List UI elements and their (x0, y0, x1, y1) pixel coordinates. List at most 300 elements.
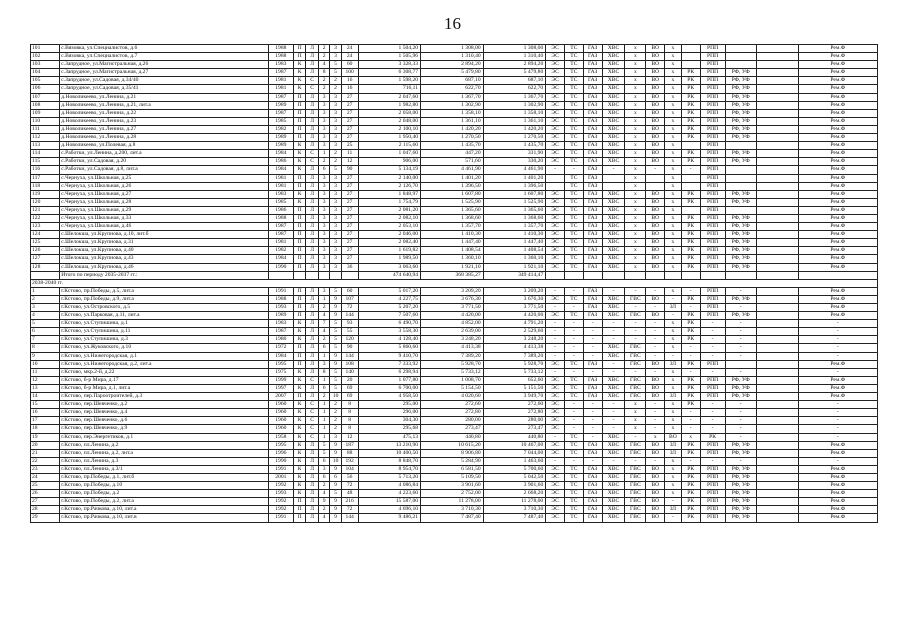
table-cell: П (293, 45, 306, 53)
table-cell: Рем.Ф (798, 295, 877, 303)
table-cell: х (665, 190, 682, 198)
table-cell (756, 271, 798, 279)
table-cell: П (293, 134, 306, 142)
table-cell: 5 (318, 441, 329, 449)
table-cell: ТС (565, 125, 584, 133)
table-cell: 144 (341, 514, 358, 522)
table-cell: РПП (700, 287, 725, 295)
table-row (31, 287, 878, 295)
table-cell: 2 752,00 (421, 490, 484, 498)
table-cell: РК (681, 498, 700, 506)
table-cell: 27 (341, 174, 358, 182)
table-cell: ЭС (546, 482, 565, 490)
table-cell: 3 (318, 206, 329, 214)
table-cell: РФ, УФ (725, 214, 756, 222)
table-cell: 1981 (268, 239, 293, 247)
table-cell: 3 901,60 (483, 482, 546, 490)
table-cell: П (293, 312, 306, 320)
table-cell: ГВС (625, 514, 646, 522)
table-row (31, 271, 878, 279)
table-cell: 12 (341, 433, 358, 441)
table-cell: К (293, 449, 306, 457)
table-cell: ЭС (546, 255, 565, 263)
table-cell: - (700, 409, 725, 417)
table-cell: 27 (341, 190, 358, 198)
row-number-cell: 28 (31, 506, 60, 514)
table-cell: 90 (341, 166, 358, 174)
table-cell: РФ, УФ (725, 498, 756, 506)
table-cell: ГАЗ (583, 69, 602, 77)
table-cell: - (546, 320, 565, 328)
table-cell (546, 182, 565, 190)
table-cell: 11 (341, 150, 358, 158)
address-cell: с.Чернуха, ул.Школьная, д.46 (60, 223, 269, 231)
table-cell: РПП (700, 514, 725, 522)
table-cell: 3 676,30 (421, 295, 484, 303)
table-cell: - (646, 344, 665, 352)
table-cell (681, 206, 700, 214)
table-cell: 2 047,60 (358, 93, 421, 101)
table-cell (756, 352, 798, 360)
table-cell: 1 (318, 433, 329, 441)
table-cell: 187 (341, 441, 358, 449)
table-cell: ГАЗ (583, 223, 602, 231)
table-cell: - (565, 304, 584, 312)
table-cell: 280,00 (483, 417, 546, 425)
table-cell: 9 410,70 (358, 352, 421, 360)
table-cell: - (546, 433, 565, 441)
table-cell: 273,47 (483, 425, 546, 433)
table-cell: - (646, 336, 665, 344)
table-row (31, 425, 878, 433)
table-cell: х (665, 206, 682, 214)
table-cell (756, 247, 798, 255)
table-cell: - (646, 368, 665, 376)
table-cell: 1985 (268, 117, 293, 125)
table-cell: 2 (318, 85, 329, 93)
address-cell: с.Вязовка, ул.Специалистов, д.7 (60, 53, 269, 61)
table-cell: 140 (341, 368, 358, 376)
table-cell (725, 61, 756, 69)
table-cell: 5 860,60 (358, 344, 421, 352)
table-cell: 3 (330, 109, 341, 117)
table-cell: - (583, 352, 602, 360)
table-cell: 1 410,30 (421, 231, 484, 239)
table-cell (756, 101, 798, 109)
table-cell: - (798, 457, 877, 465)
table-cell: Л (306, 206, 319, 214)
table-cell: РФ, УФ (725, 77, 756, 85)
table-cell: 2 (318, 45, 329, 53)
table-cell: 5 (330, 69, 341, 77)
table-cell: ТС (565, 263, 584, 271)
table-cell: Рем.Ф (798, 490, 877, 498)
table-cell: П (293, 93, 306, 101)
table-cell: ЭС (546, 263, 565, 271)
table-body (31, 45, 878, 523)
table-cell: РФ, УФ (725, 231, 756, 239)
table-cell: РПП (700, 506, 725, 514)
row-number-cell: 15 (31, 401, 60, 409)
table-cell: - (625, 328, 646, 336)
table-cell: РПП (700, 109, 725, 117)
table-cell: 5 (330, 166, 341, 174)
table-cell (318, 271, 329, 279)
table-row (31, 344, 878, 352)
table-cell: ЭС (546, 506, 565, 514)
table-cell (646, 182, 665, 190)
table-cell: ВО (646, 109, 665, 117)
table-cell: 1989 (268, 142, 293, 150)
table-cell: 3 (330, 174, 341, 182)
table-cell: К (293, 61, 306, 69)
table-cell: РК (681, 263, 700, 271)
table-cell: ГАЗ (583, 473, 602, 481)
row-number-cell: 105 (31, 77, 60, 85)
row-number-cell: 6 (31, 328, 60, 336)
table-cell: - (565, 457, 584, 465)
table-cell: ЭС (546, 295, 565, 303)
table-cell: П (293, 287, 306, 295)
table-cell: х (665, 158, 682, 166)
table-cell (756, 401, 798, 409)
table-cell: 10 (330, 393, 341, 401)
table-cell: С (306, 401, 319, 409)
table-cell: ВО (646, 142, 665, 150)
table-cell: ТС (565, 255, 584, 263)
table-cell: ЭС (546, 425, 565, 433)
table-cell: - (602, 409, 625, 417)
table-cell: 3 (330, 45, 341, 53)
table-cell: 144 (341, 352, 358, 360)
address-cell: с.Запрудное, ул.Садовая, д.34/40 (60, 77, 269, 85)
table-cell: 2001 (268, 473, 293, 481)
table-cell: К (293, 441, 306, 449)
row-number-cell: 113 (31, 142, 60, 150)
address-cell: г.Кстово, пер.Энергетиков, д.1 (60, 433, 269, 441)
table-cell: 295,00 (358, 401, 421, 409)
row-number-cell: 127 (31, 255, 60, 263)
table-cell: П (293, 174, 306, 182)
table-cell: 1982 (268, 125, 293, 133)
table-cell: 3 (318, 263, 329, 271)
table-row (31, 352, 878, 360)
table-cell: 3 676,30 (483, 295, 546, 303)
table-cell: ХВС (602, 295, 625, 303)
table-cell: 8 (341, 401, 358, 409)
table-cell: 8 (341, 417, 358, 425)
table-cell: ТС (565, 174, 584, 182)
table-cell: 1987 (268, 223, 293, 231)
table-cell: - (700, 328, 725, 336)
table-cell (725, 45, 756, 53)
table-cell: 2 (318, 393, 329, 401)
table-cell: ГВС (625, 490, 646, 498)
table-cell: ЭС (546, 409, 565, 417)
table-cell: 3 (330, 433, 341, 441)
table-cell: РК (681, 441, 700, 449)
table-cell: РФ, УФ (725, 384, 756, 392)
table-cell: РПП (700, 482, 725, 490)
table-cell: 2 (330, 401, 341, 409)
table-cell: 2 058,00 (358, 109, 421, 117)
row-number-cell: 108 (31, 101, 60, 109)
table-row (31, 384, 878, 392)
table-cell: 1 357,70 (421, 223, 484, 231)
address-cell: д.Новоликеево, ул.Ленина, д.28 (60, 134, 269, 142)
table-cell: 27 (341, 214, 358, 222)
table-cell: ТС (565, 247, 584, 255)
table-cell: С (306, 417, 319, 425)
table-cell: ГАЗ (583, 142, 602, 150)
table-cell (602, 174, 625, 182)
table-cell: Рем.Ф (798, 69, 877, 77)
table-cell: 5 284,90 (421, 457, 484, 465)
table-cell: 5 479,80 (483, 69, 546, 77)
table-cell (546, 271, 565, 279)
table-cell: РПП (700, 182, 725, 190)
address-cell: г.Кстово, ул.Ступишина, д.3 (60, 336, 269, 344)
table-cell: 1990 (268, 457, 293, 465)
table-cell: К (293, 482, 306, 490)
table-cell: 2 082,10 (358, 214, 421, 222)
table-cell: РК (681, 401, 700, 409)
table-cell: ГАЗ (583, 206, 602, 214)
table-cell: 3 (330, 214, 341, 222)
table-cell: Рем.Ф (798, 198, 877, 206)
table-cell (268, 271, 293, 279)
table-cell: 1983 (268, 61, 293, 69)
table-cell: ГАЗ (583, 77, 602, 85)
table-cell: ХВС (602, 433, 625, 441)
table-cell: - (602, 287, 625, 295)
table-cell: Рем.Ф (798, 142, 877, 150)
table-row (31, 465, 878, 473)
table-row (31, 376, 878, 384)
table-cell: 8 (318, 368, 329, 376)
table-cell: 1984 (268, 166, 293, 174)
table-cell: 4 086,84 (358, 482, 421, 490)
table-cell: 3 (318, 239, 329, 247)
table-cell: 1 396,50 (421, 182, 484, 190)
table-cell: 3 (330, 53, 341, 61)
table-cell: РК (681, 465, 700, 473)
table-cell: ГАЗ (583, 295, 602, 303)
table-cell: 27 (341, 198, 358, 206)
table-row (31, 53, 878, 61)
table-row (31, 101, 878, 109)
table-cell: - (583, 417, 602, 425)
table-cell (756, 158, 798, 166)
table-cell: РПП (700, 384, 725, 392)
table-cell: - (798, 409, 877, 417)
table-row (31, 150, 878, 158)
address-cell: г.Кстово, мкр.2-й, д.22 (60, 368, 269, 376)
table-cell: ВО (646, 465, 665, 473)
table-cell: П (293, 295, 306, 303)
table-cell: 5 700,60 (483, 465, 546, 473)
address-cell: г.Кстово, пр.Победы, д.10 (60, 482, 269, 490)
address-cell: д.Новоликеево, ул.Ленина, д.21 (60, 93, 269, 101)
table-cell: ВО (646, 198, 665, 206)
table-cell: 3 (330, 223, 341, 231)
table-cell: х (665, 77, 682, 85)
table-cell: 1960 (268, 401, 293, 409)
table-cell: - (798, 401, 877, 409)
table-cell (756, 376, 798, 384)
table-cell: П (293, 53, 306, 61)
table-cell: - (602, 320, 625, 328)
table-cell: ГАЗ (583, 101, 602, 109)
table-cell: ХВС (602, 45, 625, 53)
table-cell: РФ, УФ (725, 109, 756, 117)
table-cell: х (625, 263, 646, 271)
table-cell: ВО (646, 255, 665, 263)
table-cell: 1993 (268, 304, 293, 312)
table-cell: ЭС (546, 490, 565, 498)
table-cell: ЭС (546, 77, 565, 85)
table-cell: ТС (565, 77, 584, 85)
table-cell: 10 400,50 (358, 449, 421, 457)
table-cell: ЭС (546, 206, 565, 214)
address-cell: г.Кстово, ул.Нижегородская, д.2, лит.а (60, 360, 269, 368)
table-cell: ТС (565, 142, 584, 150)
table-row (31, 182, 878, 190)
table-cell: РК (681, 134, 700, 142)
table-cell: х (625, 425, 646, 433)
table-cell: - (798, 425, 877, 433)
table-cell: П (293, 109, 306, 117)
table-cell: 2 (330, 425, 341, 433)
table-cell: ВО (646, 473, 665, 481)
table-cell: ТС (565, 117, 584, 125)
table-cell: РПП (700, 263, 725, 271)
table-cell: 10 (330, 457, 341, 465)
table-cell: - (602, 368, 625, 376)
table-cell: ЭС (546, 198, 565, 206)
table-cell: 1983 (268, 320, 293, 328)
address-cell: с.Работки, ул.Садовая, д.20 (60, 158, 269, 166)
table-cell: - (625, 457, 646, 465)
table-cell: РК (681, 384, 700, 392)
address-cell: г.Кстово, пл.Ленина, д.2 (60, 441, 269, 449)
table-cell: Рем.Ф (798, 61, 877, 69)
period-header-cell: 2038-2040 гг. (31, 279, 878, 287)
table-cell: РПП (700, 214, 725, 222)
table-cell: ЭС (546, 45, 565, 53)
table-cell: Л (306, 61, 319, 69)
table-cell: ХВС (602, 393, 625, 401)
table-cell: Л (306, 190, 319, 198)
table-cell: 2 (330, 85, 341, 93)
table-cell (756, 368, 798, 376)
table-cell: - (646, 425, 665, 433)
table-cell: ТС (565, 449, 584, 457)
table-cell: ВО (646, 69, 665, 77)
table-cell: - (565, 401, 584, 409)
table-cell: - (798, 433, 877, 441)
table-row (31, 69, 878, 77)
table-cell: РК (681, 190, 700, 198)
table-cell: 27 (341, 109, 358, 117)
table-cell: РК (681, 77, 700, 85)
table-cell: ХВС (602, 206, 625, 214)
table-cell: РПП (700, 69, 725, 77)
table-cell: - (546, 352, 565, 360)
table-cell: ВО (646, 239, 665, 247)
table-cell (330, 271, 341, 279)
table-cell: х (625, 417, 646, 425)
table-cell: - (565, 287, 584, 295)
address-cell: г.Кстово, пр.Победы, д.5, лит.а (60, 287, 269, 295)
table-cell: х (625, 401, 646, 409)
table-cell (725, 53, 756, 61)
table-cell: П (293, 231, 306, 239)
table-cell: х (625, 53, 646, 61)
table-cell (756, 206, 798, 214)
table-cell: ТС (565, 93, 584, 101)
table-cell (756, 85, 798, 93)
table-cell: х (625, 45, 646, 53)
table-cell: х (665, 85, 682, 93)
table-cell: 2 (330, 77, 341, 85)
row-number-cell (31, 271, 60, 279)
table-cell: РПП (700, 198, 725, 206)
table-cell: - (798, 328, 877, 336)
table-cell: Рем.Ф (798, 312, 877, 320)
table-cell: 1991 (268, 287, 293, 295)
table-cell: ГАЗ (583, 263, 602, 271)
row-number-cell: 114 (31, 150, 60, 158)
table-cell: ЭС (546, 473, 565, 481)
table-cell: 2 (330, 150, 341, 158)
table-cell: РПП (700, 490, 725, 498)
table-row (31, 117, 878, 125)
table-cell: 1 982,80 (358, 101, 421, 109)
address-cell: г.Кстово, ул.Ступишина, д.1 (60, 320, 269, 328)
table-cell: 8 (341, 409, 358, 417)
table-cell (756, 125, 798, 133)
row-number-cell: 13 (31, 384, 60, 392)
table-cell: 3 (330, 142, 341, 150)
table-cell: 280,00 (421, 417, 484, 425)
table-cell: ЗЛ (665, 393, 682, 401)
table-cell: 9 (318, 498, 329, 506)
table-cell: 100 (341, 69, 358, 77)
table-cell: - (565, 166, 584, 174)
table-row (31, 125, 878, 133)
table-cell: 4 020,60 (421, 393, 484, 401)
table-cell: Л (306, 393, 319, 401)
table-cell: РПП (700, 498, 725, 506)
table-cell: - (625, 304, 646, 312)
table-cell: Л (306, 69, 319, 77)
row-number-cell: 14 (31, 393, 60, 401)
table-cell (756, 134, 798, 142)
table-cell: ВО (646, 190, 665, 198)
table-cell: К (293, 158, 306, 166)
table-cell: 2 894,20 (483, 61, 546, 69)
table-cell: 3 (318, 174, 329, 182)
table-cell: 5 (330, 336, 341, 344)
table-cell: - (798, 336, 877, 344)
table-row (31, 433, 878, 441)
table-cell: - (625, 287, 646, 295)
table-cell: - (625, 336, 646, 344)
table-cell: Рем.Ф (798, 287, 877, 295)
row-number-cell: 8 (31, 344, 60, 352)
table-cell: 3 (318, 255, 329, 263)
